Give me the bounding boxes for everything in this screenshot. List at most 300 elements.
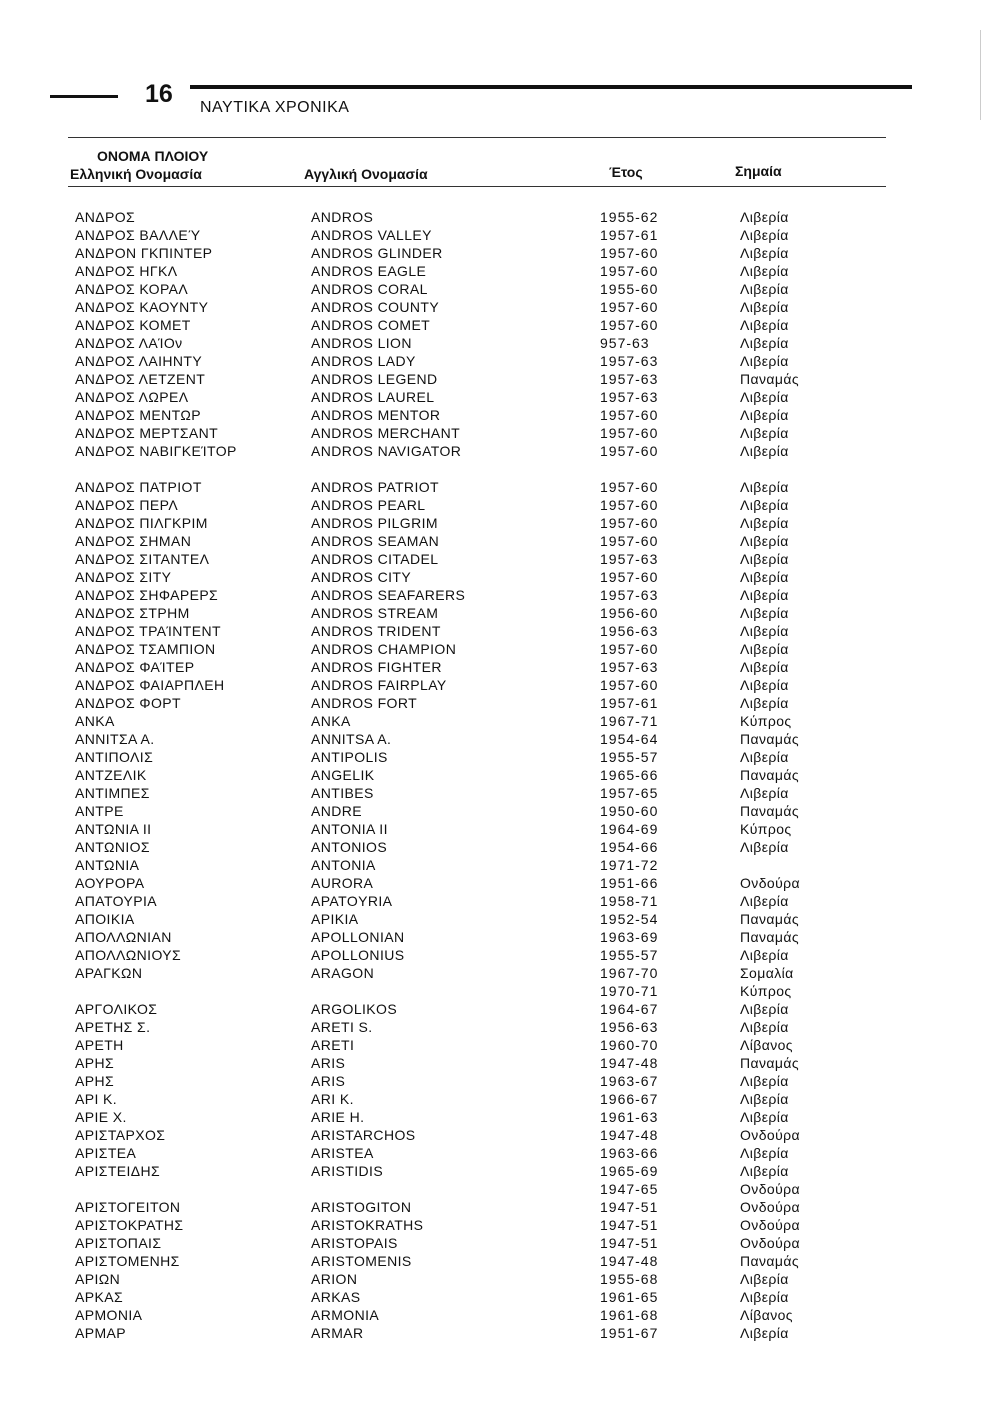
greek-name: ΑΝΔΡΟΣ ΚΟΡΑΛ: [75, 281, 189, 297]
years: 1947-51: [600, 1199, 659, 1215]
years: 1965-69: [600, 1163, 659, 1179]
greek-name: ΑΡΑΓΚΩΝ: [75, 965, 143, 981]
greek-name: ΑΝΔΡΟΣ ΜΕΝΤΩΡ: [75, 407, 201, 423]
flag: Παναμάς: [740, 911, 800, 927]
greek-name: ΑΟΥΡΟΡΑ: [75, 875, 145, 891]
english-name: ANDROS COMET: [311, 317, 431, 333]
english-name: ANTIPOLIS: [311, 749, 388, 765]
english-name: ANDROS GLINDER: [311, 245, 443, 261]
header-col1-line1: ΟΝΟΜΑ ΠΛΟΙΟΥ: [97, 148, 209, 164]
flag: Λιβερία: [740, 641, 789, 657]
english-name: AURORA: [311, 875, 374, 891]
english-name: ANDROS FORT: [311, 695, 418, 711]
greek-name: ΑΝΝΙΤΣΑ Α.: [75, 731, 155, 747]
english-name: ANKA: [311, 713, 351, 729]
flag: Λιβερία: [740, 947, 789, 963]
english-name: ANDROS MERCHANT: [311, 425, 461, 441]
flag: Κύπρος: [740, 983, 792, 999]
greek-name: ΑΝΔΡΟΣ ΚΟΜΕΤ: [75, 317, 191, 333]
table-row: [0, 1109, 1000, 1127]
table-row: [0, 1289, 1000, 1307]
flag: Λιβερία: [740, 1091, 789, 1107]
flag: Λιβερία: [740, 623, 789, 639]
english-name: ARGOLIKOS: [311, 1001, 398, 1017]
years: 1957-61: [600, 227, 659, 243]
flag: Λιβερία: [740, 749, 789, 765]
years: 1961-63: [600, 1109, 659, 1125]
table-row: [0, 767, 1000, 785]
flag: Ονδούρα: [740, 875, 800, 891]
table-row: [0, 929, 1000, 947]
greek-name: ΑΝΔΡΟΣ ΝΑΒΙΓΚΕΊΤΟΡ: [75, 443, 237, 459]
years: 1970-71: [600, 983, 659, 999]
flag: Λιβερία: [740, 695, 789, 711]
flag: Λιβερία: [740, 677, 789, 693]
table-row: [0, 371, 1000, 389]
flag: Λιβερία: [740, 785, 789, 801]
table-row: [0, 911, 1000, 929]
english-name: ANDROS CITADEL: [311, 551, 439, 567]
years: 957-63: [600, 335, 650, 351]
flag: Παναμάς: [740, 1055, 800, 1071]
flag: Λιβερία: [740, 281, 789, 297]
table-row: [0, 947, 1000, 965]
english-name: ARIS: [311, 1073, 346, 1089]
english-name: ARION: [311, 1271, 358, 1287]
english-name: ARISTOKRATHS: [311, 1217, 424, 1233]
flag: Λιβερία: [740, 839, 789, 855]
table-row: [0, 209, 1000, 227]
flag: Λιβερία: [740, 1325, 789, 1341]
greek-name: ΑΝΔΡΟΣ ΣΙΤΥ: [75, 569, 172, 585]
english-name: ANDROS CHAMPION: [311, 641, 457, 657]
english-name: ANDROS TRIDENT: [311, 623, 441, 639]
greek-name: ΑΡΚΑΣ: [75, 1289, 124, 1305]
table-row: [0, 1091, 1000, 1109]
english-name: ANGELIK: [311, 767, 375, 783]
greek-name: ΑΡΜΟΝΙΑ: [75, 1307, 143, 1323]
years: 1951-67: [600, 1325, 659, 1341]
years: 1958-71: [600, 893, 659, 909]
flag: Λιβερία: [740, 1019, 789, 1035]
greek-name: ΑΡΙΣΤΟΠΑΙΣ: [75, 1235, 162, 1251]
english-name: ANDROS STREAM: [311, 605, 439, 621]
greek-name: ΑΡΜΑΡ: [75, 1325, 127, 1341]
years: 1967-71: [600, 713, 659, 729]
table-row: [0, 479, 1000, 497]
header-col4: Σημαία: [735, 163, 782, 179]
table-row: [0, 317, 1000, 335]
english-name: ANDROS SEAMAN: [311, 533, 440, 549]
english-name: ANDROS LEGEND: [311, 371, 438, 387]
flag: Λιβερία: [740, 893, 789, 909]
greek-name: ΑΡΙΕ Χ.: [75, 1109, 127, 1125]
table-row: [0, 695, 1000, 713]
table-row: [0, 335, 1000, 353]
english-name: ARISTOPAIS: [311, 1235, 398, 1251]
flag: Λιβερία: [740, 263, 789, 279]
table-row: [0, 803, 1000, 821]
table-row: [0, 1055, 1000, 1073]
greek-name: ΑΡΗΣ: [75, 1055, 115, 1071]
years: 1957-60: [600, 299, 659, 315]
years: 1957-60: [600, 425, 659, 441]
greek-name: ΑΡΓΟΛΙΚΟΣ: [75, 1001, 158, 1017]
table-row: [0, 677, 1000, 695]
table-row: [0, 659, 1000, 677]
table-row: [0, 839, 1000, 857]
years: 1971-72: [600, 857, 659, 873]
greek-name: ΑΝΔΡΟΣ ΠΑΤΡΙΟΤ: [75, 479, 202, 495]
flag: Λιβερία: [740, 407, 789, 423]
table-row: [0, 551, 1000, 569]
english-name: ANDROS COUNTY: [311, 299, 440, 315]
table-row: [0, 893, 1000, 911]
flag: Λιβερία: [740, 1073, 789, 1089]
english-name: ANDROS LADY: [311, 353, 416, 369]
table-row: [0, 281, 1000, 299]
flag: Λιβερία: [740, 1109, 789, 1125]
flag: Λιβερία: [740, 209, 789, 225]
ship-table: [0, 209, 1000, 1343]
table-row: [0, 227, 1000, 245]
years: 1957-60: [600, 515, 659, 531]
greek-name: ΑΝΔΡΟΣ ΣΙΤΑΝΤΕΛ: [75, 551, 210, 567]
table-row: [0, 1307, 1000, 1325]
flag: Κύπρος: [740, 713, 792, 729]
publication-title: ΝΑΥΤΙΚΑ ΧΡΟΝΙΚΑ: [200, 99, 350, 116]
flag: Λιβερία: [740, 551, 789, 567]
english-name: ARMONIA: [311, 1307, 380, 1323]
greek-name: ΑΝΔΡΟΣ ΣΗΦΑΡΕΡΣ: [75, 587, 219, 603]
years: 1955-62: [600, 209, 659, 225]
years: 1957-60: [600, 407, 659, 423]
greek-name: ΑΝΔΡΟΣ ΤΡΑΊΝΤΕΝΤ: [75, 623, 221, 639]
years: 1964-67: [600, 1001, 659, 1017]
table-row: [0, 497, 1000, 515]
greek-name: ΑΡΙ Κ.: [75, 1091, 118, 1107]
flag: Ονδούρα: [740, 1127, 800, 1143]
years: 1957-60: [600, 533, 659, 549]
flag: Λιβερία: [740, 227, 789, 243]
row-gap: [0, 461, 1000, 479]
greek-name: ΑΡΙΣΤΑΡΧΟΣ: [75, 1127, 166, 1143]
english-name: ANDROS FIGHTER: [311, 659, 442, 675]
years: 1957-60: [600, 317, 659, 333]
english-name: ARISTOMENIS: [311, 1253, 412, 1269]
flag: Λίβανος: [740, 1307, 793, 1323]
table-row: [0, 1001, 1000, 1019]
greek-name: ΑΝΔΡΟΣ ΣΗΜΑΝ: [75, 533, 192, 549]
english-name: ANDROS CORAL: [311, 281, 428, 297]
english-name: ANDROS PEARL: [311, 497, 426, 513]
english-name: ARAGON: [311, 965, 375, 981]
greek-name: ΑΝΔΡΟΣ ΦΑΙΑΡΠΛΕΗ: [75, 677, 225, 693]
page-number: 16: [145, 80, 173, 108]
years: 1957-60: [600, 497, 659, 513]
english-name: ARISTEA: [311, 1145, 374, 1161]
table-row: [0, 1271, 1000, 1289]
english-name: ARISTOGITON: [311, 1199, 412, 1215]
header-col1-line2: Ελληνική Ονομασία: [70, 166, 202, 182]
years: 1955-57: [600, 947, 659, 963]
greek-name: ΑΝΔΡΟΣ ΛΑΊΟν: [75, 335, 183, 351]
greek-name: ΑΡΙΣΤΟΚΡΑΤΗΣ: [75, 1217, 184, 1233]
years: 1961-65: [600, 1289, 659, 1305]
table-row: [0, 353, 1000, 371]
english-name: ARKAS: [311, 1289, 361, 1305]
english-name: ANDROS EAGLE: [311, 263, 427, 279]
flag: Λίβανος: [740, 1037, 793, 1053]
years: 1964-69: [600, 821, 659, 837]
header-rule-right: [190, 85, 912, 89]
table-row: [0, 605, 1000, 623]
flag: Λιβερία: [740, 515, 789, 531]
years: 1957-61: [600, 695, 659, 711]
flag: Ονδούρα: [740, 1235, 800, 1251]
english-name: ARMAR: [311, 1325, 364, 1341]
english-name: APIKIA: [311, 911, 359, 927]
greek-name: ΑΠΑΤΟΥΡΙΑ: [75, 893, 157, 909]
years: 1957-63: [600, 389, 659, 405]
greek-name: ΑΠΟΙΚΙΑ: [75, 911, 135, 927]
table-row: [0, 425, 1000, 443]
flag: Λιβερία: [740, 479, 789, 495]
years: 1956-60: [600, 605, 659, 621]
english-name: ARISTARCHOS: [311, 1127, 416, 1143]
table-row: [0, 389, 1000, 407]
greek-name: ΑΝΔΡΟΣ ΤΣΑΜΠΙΟΝ: [75, 641, 216, 657]
years: 1947-51: [600, 1235, 659, 1251]
flag: Λιβερία: [740, 1271, 789, 1287]
years: 1957-63: [600, 659, 659, 675]
flag: Λιβερία: [740, 569, 789, 585]
table-row: [0, 1217, 1000, 1235]
table-row: [0, 407, 1000, 425]
years: 1957-60: [600, 569, 659, 585]
flag: Παναμάς: [740, 1253, 800, 1269]
flag: Λιβερία: [740, 443, 789, 459]
years: 1963-66: [600, 1145, 659, 1161]
table-row: [0, 1073, 1000, 1091]
greek-name: ΑΝΤΡΕ: [75, 803, 124, 819]
greek-name: ΑΠΟΛΛΩΝΙΟΥΣ: [75, 947, 182, 963]
years: 1956-63: [600, 623, 659, 639]
flag: Λιβερία: [740, 533, 789, 549]
years: 1954-66: [600, 839, 659, 855]
flag: Λιβερία: [740, 353, 789, 369]
english-name: ANDROS NAVIGATOR: [311, 443, 462, 459]
table-row: [0, 965, 1000, 983]
flag: Λιβερία: [740, 497, 789, 513]
english-name: APATOYRIA: [311, 893, 393, 909]
english-name: ANDROS PATRIOT: [311, 479, 439, 495]
english-name: APOLLONIUS: [311, 947, 405, 963]
years: 1957-60: [600, 677, 659, 693]
greek-name: ΑΡΙΣΤΟΓΕΙΤΟΝ: [75, 1199, 181, 1215]
table-row: [0, 1235, 1000, 1253]
years: 1966-67: [600, 1091, 659, 1107]
header-col3: Έτος: [609, 164, 643, 180]
english-name: ANNITSA A.: [311, 731, 392, 747]
years: 1955-68: [600, 1271, 659, 1287]
years: 1957-63: [600, 353, 659, 369]
greek-name: ΑΝΤΩΝΙΑ: [75, 857, 140, 873]
table-row: [0, 641, 1000, 659]
greek-name: ΑΡΕΤΗ: [75, 1037, 124, 1053]
flag: Λιβερία: [740, 1001, 789, 1017]
table-row: [0, 983, 1000, 1001]
english-name: ANTONIOS: [311, 839, 388, 855]
years: 1957-63: [600, 551, 659, 567]
english-name: APOLLONIAN: [311, 929, 405, 945]
greek-name: ΑΡΙΣΤΕΑ: [75, 1145, 137, 1161]
years: 1960-70: [600, 1037, 659, 1053]
flag: Λιβερία: [740, 1145, 789, 1161]
greek-name: ΑΡΙΣΤΕΙΔΗΣ: [75, 1163, 161, 1179]
table-row: [0, 821, 1000, 839]
table-row: [0, 1019, 1000, 1037]
flag: Παναμάς: [740, 767, 800, 783]
english-name: ARETI: [311, 1037, 355, 1053]
header-col2: Αγγλική Ονομασία: [304, 166, 428, 182]
table-row: [0, 569, 1000, 587]
flag: Παναμάς: [740, 371, 800, 387]
greek-name: ΑΝΔΡΟΣ ΛΑΙΗΝΤΥ: [75, 353, 203, 369]
years: 1954-64: [600, 731, 659, 747]
years: 1947-48: [600, 1253, 659, 1269]
years: 1957-63: [600, 587, 659, 603]
header-rule-left: [50, 95, 118, 98]
table-row: [0, 1145, 1000, 1163]
english-name: ANDRE: [311, 803, 363, 819]
flag: Λιβερία: [740, 605, 789, 621]
greek-name: ΑΝΔΡΟΣ: [75, 209, 136, 225]
table-row: [0, 1127, 1000, 1145]
english-name: ARETI S.: [311, 1019, 373, 1035]
table-row: [0, 587, 1000, 605]
years: 1947-51: [600, 1217, 659, 1233]
flag: Λιβερία: [740, 389, 789, 405]
english-name: ANDROS LION: [311, 335, 412, 351]
years: 1957-63: [600, 371, 659, 387]
flag: Ονδούρα: [740, 1199, 800, 1215]
greek-name: ΑΝΤΙΠΟΛΙΣ: [75, 749, 154, 765]
greek-name: ΑΝΔΡΟΣ ΦΑΊΤΕΡ: [75, 659, 195, 675]
english-name: ARIS: [311, 1055, 346, 1071]
table-row: [0, 1325, 1000, 1343]
flag: Ονδούρα: [740, 1217, 800, 1233]
flag: Λιβερία: [740, 587, 789, 603]
table-row: [0, 875, 1000, 893]
english-name: ARIE H.: [311, 1109, 365, 1125]
greek-name: ΑΡΕΤΗΣ Σ.: [75, 1019, 151, 1035]
greek-name: ΑΝΤΖΕΛΙΚ: [75, 767, 147, 783]
flag: Λιβερία: [740, 335, 789, 351]
table-row: [0, 731, 1000, 749]
greek-name: ΑΠΟΛΛΩΝΙΑΝ: [75, 929, 172, 945]
flag: Λιβερία: [740, 245, 789, 261]
years: 1950-60: [600, 803, 659, 819]
years: 1957-60: [600, 263, 659, 279]
years: 1957-60: [600, 443, 659, 459]
english-name: ANTONIA II: [311, 821, 388, 837]
years: 1963-69: [600, 929, 659, 945]
years: 1963-67: [600, 1073, 659, 1089]
table-row: [0, 1037, 1000, 1055]
greek-name: ΑΝΔΡΟΣ ΛΕΤΖΕΝΤ: [75, 371, 206, 387]
years: 1961-68: [600, 1307, 659, 1323]
flag: Λιβερία: [740, 299, 789, 315]
greek-name: ΑΡΗΣ: [75, 1073, 115, 1089]
years: 1955-60: [600, 281, 659, 297]
table-row: [0, 749, 1000, 767]
english-name: ANDROS PILGRIM: [311, 515, 438, 531]
flag: Σομαλία: [740, 965, 794, 981]
english-name: ANDROS LAUREL: [311, 389, 435, 405]
greek-name: ΑΝΔΡΟΣ ΠΕΡΛ: [75, 497, 179, 513]
margin-mark: [980, 30, 981, 120]
greek-name: ΑΝΔΡΟΣ ΗΓΚΛ: [75, 263, 178, 279]
greek-name: ΑΝΔΡΟΝ ΓΚΠΙΝΤΕΡ: [75, 245, 213, 261]
table-row: [0, 1181, 1000, 1199]
flag: Λιβερία: [740, 1289, 789, 1305]
english-name: ANDROS: [311, 209, 374, 225]
table-row: [0, 623, 1000, 641]
english-name: ARI K.: [311, 1091, 354, 1107]
greek-name: ΑΝΔΡΟΣ ΣΤΡΗΜ: [75, 605, 190, 621]
flag: Λιβερία: [740, 659, 789, 675]
years: 1955-57: [600, 749, 659, 765]
greek-name: ΑΝΔΡΟΣ ΚΑΟΥΝΤΥ: [75, 299, 209, 315]
english-name: ANTONIA: [311, 857, 376, 873]
years: 1957-60: [600, 245, 659, 261]
table-row: [0, 443, 1000, 461]
table-top-rule: [68, 137, 886, 138]
years: 1965-66: [600, 767, 659, 783]
table-row: [0, 263, 1000, 281]
greek-name: ΑΝΤΩΝΙΟΣ: [75, 839, 150, 855]
years: 1967-70: [600, 965, 659, 981]
greek-name: ΑΝΚΑ: [75, 713, 115, 729]
english-name: ANDROS VALLEY: [311, 227, 432, 243]
table-row: [0, 245, 1000, 263]
flag: Παναμάς: [740, 929, 800, 945]
table-row: [0, 515, 1000, 533]
flag: Παναμάς: [740, 731, 800, 747]
greek-name: ΑΝΤΩΝΙΑ ΙΙ: [75, 821, 152, 837]
table-row: [0, 533, 1000, 551]
years: 1951-66: [600, 875, 659, 891]
flag: Κύπρος: [740, 821, 792, 837]
table-row: [0, 1163, 1000, 1181]
flag: Λιβερία: [740, 425, 789, 441]
greek-name: ΑΝΔΡΟΣ ΒΑΛΛΕΎ: [75, 227, 201, 243]
years: 1947-48: [600, 1127, 659, 1143]
english-name: ANDROS MENTOR: [311, 407, 441, 423]
greek-name: ΑΝΔΡΟΣ ΛΩΡΕΛ: [75, 389, 189, 405]
flag: Παναμάς: [740, 803, 800, 819]
greek-name: ΑΝΔΡΟΣ ΜΕΡΤΣΑΝΤ: [75, 425, 219, 441]
english-name: ANDROS SEAFARERS: [311, 587, 466, 603]
table-header-rule: [68, 186, 886, 187]
years: 1957-65: [600, 785, 659, 801]
table-row: [0, 857, 1000, 875]
years: 1956-63: [600, 1019, 659, 1035]
greek-name: ΑΝΔΡΟΣ ΦΟΡΤ: [75, 695, 181, 711]
greek-name: ΑΡΙΣΤΟΜΕΝΗΣ: [75, 1253, 180, 1269]
flag: Ονδούρα: [740, 1181, 800, 1197]
